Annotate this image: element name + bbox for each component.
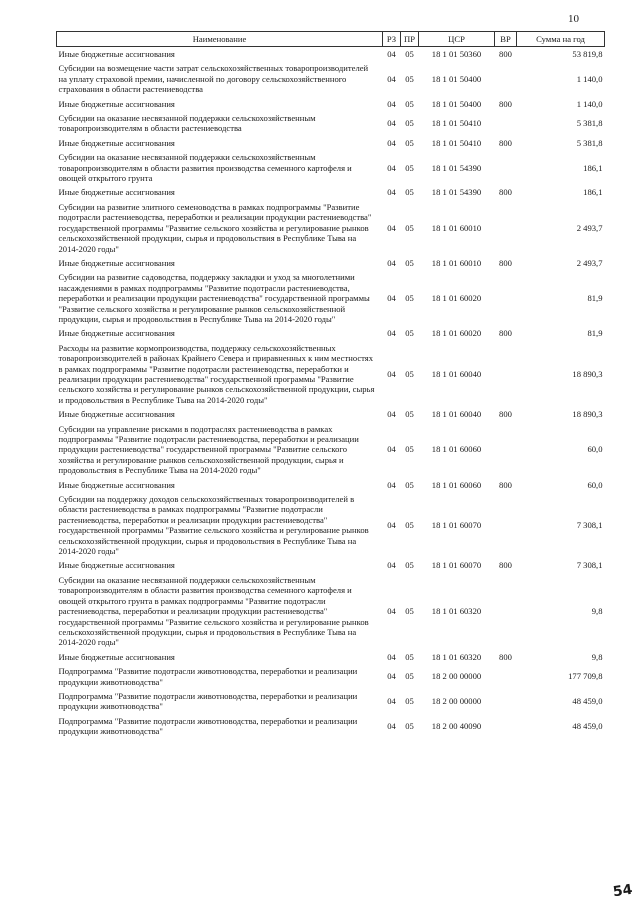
cell-vr — [495, 150, 517, 185]
cell-name: Подпрограмма "Развитие подотрасли животноводства, переработки и реализации продукции животноводства" — [58, 666, 358, 687]
table-row — [57, 150, 605, 185]
header-sum: Сумма на год — [517, 32, 605, 47]
cell-vr: 800 — [499, 560, 512, 571]
table-row — [57, 650, 605, 664]
cell-pr: 05 — [405, 49, 414, 59]
table-row — [57, 492, 605, 558]
cell-rz: 04 — [387, 409, 396, 420]
table-row — [57, 256, 605, 270]
cell-csr: 18 1 01 60060 — [431, 479, 482, 490]
cell-rz: 04 — [387, 720, 396, 731]
cell-pr: 05 — [405, 444, 414, 455]
header-name: Наименование — [57, 32, 383, 47]
cell-rz: 04 — [387, 479, 396, 490]
cell-pr: 05 — [405, 409, 414, 420]
header-vr: ВР — [495, 32, 517, 47]
cell-sum: 48 459,0 — [572, 720, 603, 731]
cell-csr: 18 1 01 50400 — [431, 73, 482, 84]
cell-name: Субсидии на оказание несвязанной поддержки сельскохозяйственным товаропроизводителям в области растениеводства — [58, 113, 316, 134]
cell-sum: 177 709,8 — [568, 671, 603, 682]
cell-name: Иные бюджетные ассигнования — [58, 651, 175, 662]
cell-sum: 1 140,0 — [576, 73, 603, 84]
cell-csr: 18 1 01 50360 — [431, 49, 482, 59]
cell-vr: 800 — [499, 409, 512, 420]
cell-sum: 186,1 — [583, 187, 603, 198]
cell-sum: 7 308,1 — [576, 560, 603, 571]
cell-vr — [495, 714, 517, 739]
cell-rz: 04 — [387, 162, 396, 173]
cell-vr: 800 — [499, 479, 512, 490]
table-row — [57, 185, 605, 199]
page-number: 10 — [568, 13, 579, 25]
cell-rz: 04 — [387, 49, 396, 59]
cell-rz: 04 — [387, 671, 396, 682]
cell-name: Субсидии на управление рисками в подотраслях растениеводства в рамках подпрограммы "Развитие подотрасли растениеводства, переработки и реализации продукции растениеводства" государственной программы "Развитие сельского хозяйства и регулирование рынков сельскохозяйственной продукции, сырья и продовольствия в Республике Тыва на 2014-2020 годы" — [58, 423, 359, 476]
cell-vr — [495, 61, 517, 96]
cell-name: Иные бюджетные ассигнования — [58, 187, 175, 198]
table-row — [57, 47, 605, 62]
cell-sum: 18 890,3 — [572, 368, 603, 379]
cell-sum: 2 493,7 — [576, 222, 603, 233]
cell-name: Подпрограмма "Развитие подотрасли животноводства, переработки и реализации продукции животноводства" — [58, 715, 358, 737]
cell-pr: 05 — [405, 293, 414, 304]
cell-rz: 04 — [387, 520, 396, 531]
cell-name: Субсидии на оказание несвязанной поддержки сельскохозяйственным товаропроизводителям в области развития производства семенного картофеля и овощей открытого грунта в рамках подпрограммы "Развитие подотрасли растениеводства, переработки и реализации продукции растениеводства" государственной программы "Развитие сельского хозяйства и регулирование рынков сельскохозяйственной продукции, сырья и продовольствия в Республике Тыва на 2014-2020 годы" — [58, 574, 369, 648]
table-row — [57, 664, 605, 689]
cell-sum: 186,1 — [583, 162, 603, 173]
table-row — [57, 689, 605, 714]
cell-name: Иные бюджетные ассигнования — [58, 409, 175, 420]
cell-sum: 60,0 — [587, 479, 603, 490]
cell-csr: 18 2 00 40090 — [431, 720, 482, 731]
cell-vr: 800 — [499, 49, 512, 59]
cell-sum: 60,0 — [587, 444, 603, 455]
cell-name: Субсидии на возмещение части затрат сельскохозяйственных товаропроизводителей на уплату страховой премии, начисленной по договору сельскохозяйственного страхования в области растениеводства — [58, 63, 369, 95]
table-row — [57, 422, 605, 478]
table-row — [57, 97, 605, 111]
cell-csr: 18 1 01 50410 — [431, 118, 482, 129]
cell-vr — [495, 422, 517, 478]
cell-pr: 05 — [405, 257, 414, 268]
cell-sum: 53 819,8 — [572, 49, 603, 59]
cell-rz: 04 — [387, 257, 396, 268]
cell-rz: 04 — [387, 696, 396, 707]
cell-name: Иные бюджетные ассигнования — [58, 137, 175, 148]
cell-name: Иные бюджетные ассигнования — [58, 560, 175, 571]
header-rz: РЗ — [383, 32, 401, 47]
table-row — [57, 326, 605, 340]
cell-rz: 04 — [387, 368, 396, 379]
cell-csr: 18 1 01 60010 — [431, 257, 482, 268]
cell-pr: 05 — [405, 187, 414, 198]
cell-sum: 5 381,8 — [576, 118, 603, 129]
cell-sum: 18 890,3 — [572, 409, 603, 420]
cell-csr: 18 2 00 00000 — [431, 671, 482, 682]
table-row — [57, 61, 605, 96]
table-row — [57, 407, 605, 421]
cell-pr: 05 — [405, 222, 414, 233]
cell-name: Субсидии на развитие элитного семеноводства в рамках подпрограммы "Развитие подотрасли растениеводства, переработки и реализации продукции растениеводства" государственной программы "Развитие сельского хозяйства и регулирование рынков сельскохозяйственной продукции, сырья и продовольствия в Республике Тыва на 2014-2020 годы" — [58, 201, 372, 254]
budget-table — [56, 31, 605, 739]
cell-rz: 04 — [387, 222, 396, 233]
cell-pr: 05 — [405, 73, 414, 84]
cell-csr: 18 1 01 60020 — [431, 328, 482, 339]
table-body — [57, 47, 605, 739]
header-pr: ПР — [401, 32, 419, 47]
cell-sum: 5 381,8 — [576, 137, 603, 148]
table-row — [57, 270, 605, 326]
cell-name: Иные бюджетные ассигнования — [58, 49, 175, 59]
cell-pr: 05 — [405, 696, 414, 707]
cell-rz: 04 — [387, 187, 396, 198]
cell-rz: 04 — [387, 560, 396, 571]
cell-csr: 18 2 00 00000 — [431, 696, 482, 707]
table-row — [57, 200, 605, 256]
cell-name: Подпрограмма "Развитие подотрасли животноводства, переработки и реализации продукции животноводства" — [58, 690, 358, 712]
cell-sum: 48 459,0 — [572, 696, 603, 707]
cell-csr: 18 1 01 60010 — [431, 222, 482, 233]
cell-csr: 18 1 01 60070 — [431, 520, 482, 531]
cell-vr: 800 — [499, 257, 512, 268]
cell-name: Субсидии на поддержку доходов сельскохозяйственных товаропроизводителей в области растениеводства в рамках подпрограммы "Развитие подотрасли растениеводства, переработки и реализации продукции растениеводства" государственной программы "Развитие сельского хозяйства и регулирование рынков сельскохозяйственной продукции, сырья и продовольствия в Республике Тыва на 2014-2020 годы" — [58, 494, 369, 557]
cell-pr: 05 — [405, 720, 414, 731]
cell-sum: 9,8 — [591, 651, 603, 662]
cell-rz: 04 — [387, 293, 396, 304]
cell-sum: 7 308,1 — [576, 520, 603, 531]
cell-csr: 18 1 01 60060 — [431, 444, 482, 455]
table-row — [57, 136, 605, 150]
cell-pr: 05 — [405, 671, 414, 682]
table-row — [57, 558, 605, 572]
cell-csr: 18 1 01 60040 — [431, 409, 482, 420]
cell-csr: 18 1 01 54390 — [431, 162, 482, 173]
header-csr: ЦСР — [419, 32, 495, 47]
cell-sum: 81,9 — [587, 293, 603, 304]
cell-vr — [495, 573, 517, 650]
cell-csr: 18 1 01 60070 — [431, 560, 482, 571]
table-header-row — [57, 32, 605, 47]
cell-name: Расходы на развитие кормопроизводства, поддержку сельскохозяйственных товаропроизводителей в районах Крайнего Севера и приравненных к ним местностях в рамках подпрограммы "Развитие подотрасли растениеводства, переработки и реализации продукции растениеводства" государственной программы "Развитие сельского хозяйства и регулирование рынков сельскохозяйственной продукции, сырья и продовольствия в Республике Тыва на 2014-2020 годы" — [58, 342, 375, 405]
cell-vr — [495, 270, 517, 326]
cell-rz: 04 — [387, 328, 396, 339]
cell-name: Иные бюджетные ассигнования — [58, 257, 175, 268]
cell-vr — [495, 341, 517, 407]
cell-rz: 04 — [387, 98, 396, 109]
cell-vr: 800 — [499, 651, 512, 662]
table-row — [57, 111, 605, 136]
cell-pr: 05 — [405, 651, 414, 662]
cell-pr: 05 — [405, 118, 414, 129]
table-row — [57, 573, 605, 650]
cell-csr: 18 1 01 50410 — [431, 137, 482, 148]
cell-pr: 05 — [405, 520, 414, 531]
cell-vr: 800 — [499, 187, 512, 198]
cell-vr — [495, 492, 517, 558]
cell-vr — [495, 200, 517, 256]
cell-name: Субсидии на развитие садоводства, поддержку закладки и уход за многолетними насаждениями в рамках подпрограммы "Развитие подотрасли растениеводства, переработки и реализации продукции растениеводства" государственной программы "Развитие сельского хозяйства и регулирование рынков сельскохозяйственной продукции, сырья и продовольствия в Республике Тыва на 2014-2020 годы" — [58, 272, 370, 324]
cell-pr: 05 — [405, 560, 414, 571]
table-row — [57, 341, 605, 407]
table-row — [57, 714, 605, 739]
cell-rz: 04 — [387, 651, 396, 662]
cell-vr — [495, 689, 517, 714]
cell-name: Иные бюджетные ассигнования — [58, 479, 175, 490]
cell-pr: 05 — [405, 368, 414, 379]
cell-pr: 05 — [405, 328, 414, 339]
cell-rz: 04 — [387, 137, 396, 148]
cell-vr — [495, 111, 517, 136]
handwritten-mark: 54 — [611, 881, 634, 901]
cell-pr: 05 — [405, 606, 414, 617]
cell-csr: 18 1 01 60320 — [431, 651, 482, 662]
cell-name: Иные бюджетные ассигнования — [58, 328, 175, 339]
cell-sum: 81,9 — [587, 328, 603, 339]
cell-sum: 9,8 — [591, 606, 603, 617]
cell-name: Субсидии на оказание несвязанной поддержки сельскохозяйственным товаропроизводителям в области развития производства семенного картофеля и овощей открытого грунта — [58, 152, 352, 184]
cell-csr: 18 1 01 60320 — [431, 606, 482, 617]
cell-sum: 1 140,0 — [576, 98, 603, 109]
cell-vr: 800 — [499, 328, 512, 339]
cell-sum: 2 493,7 — [576, 257, 603, 268]
cell-csr: 18 1 01 60040 — [431, 368, 482, 379]
cell-rz: 04 — [387, 73, 396, 84]
cell-vr — [495, 664, 517, 689]
cell-csr: 18 1 01 54390 — [431, 187, 482, 198]
cell-pr: 05 — [405, 137, 414, 148]
cell-csr: 18 1 01 60020 — [431, 293, 482, 304]
cell-rz: 04 — [387, 118, 396, 129]
cell-rz: 04 — [387, 444, 396, 455]
table-row — [57, 478, 605, 492]
cell-vr: 800 — [499, 98, 512, 109]
cell-csr: 18 1 01 50400 — [431, 98, 482, 109]
cell-rz: 04 — [387, 606, 396, 617]
cell-name: Иные бюджетные ассигнования — [58, 98, 175, 109]
cell-pr: 05 — [405, 162, 414, 173]
cell-pr: 05 — [405, 98, 414, 109]
cell-vr: 800 — [499, 137, 512, 148]
cell-pr: 05 — [405, 479, 414, 490]
